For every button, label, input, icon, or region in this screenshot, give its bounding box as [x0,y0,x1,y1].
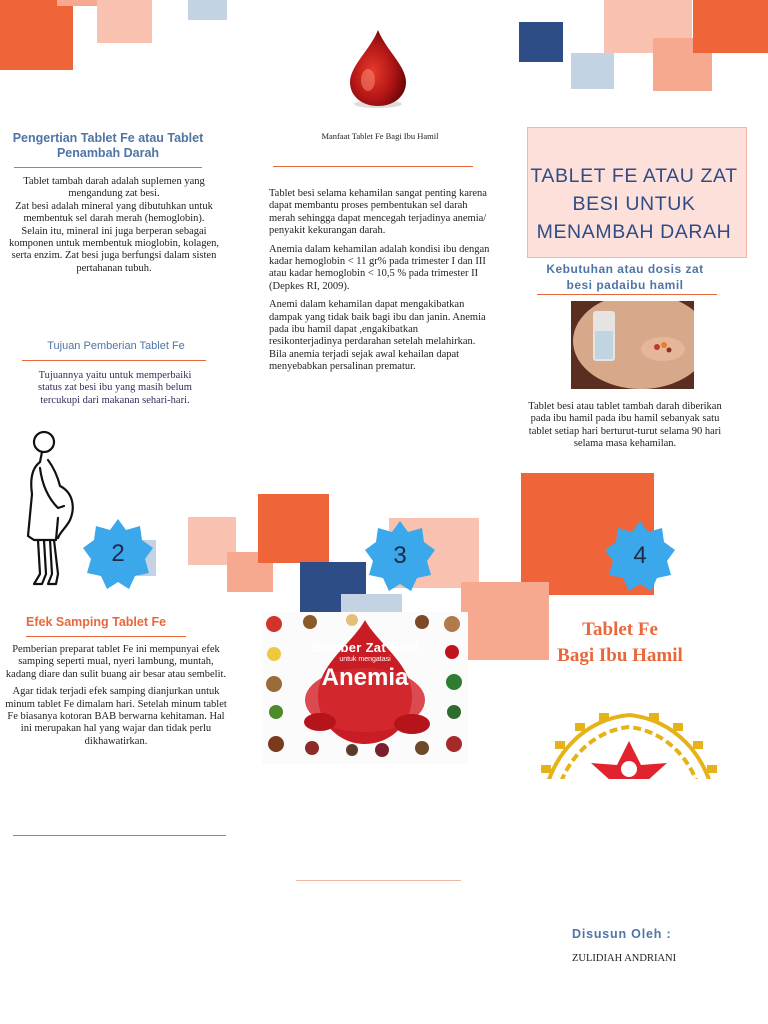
pengertian-text-1: Tablet tambah darah adalah suplemen yang mengandung zat besi. [23,176,205,200]
kebutuhan-text: Tablet besi atau tablet tambah darah diberikan pada ibu hamil pada ibu hamil sebanyak satu tablet setiap hari berturut-turut selama 90 hari selama masa kehamilan. [528,401,722,450]
badge-number: 4 [633,542,647,569]
divider [22,360,206,361]
author-name: ZULIDIAH ANDRIANI [572,953,677,964]
logo-emblem-icon [535,705,723,779]
star-badge-icon [604,520,676,592]
pengertian-text-2: Zat besi adalah mineral yang dibutuhkan untuk membentuk sel darah merah (hemoglobin). [15,200,213,225]
poster-title: Sumber Zat Besi [311,640,419,655]
divider [13,835,226,836]
manfaat-paragraph-3: Anemi dalam kehamilan dapat mengakibatkan dampak yang tidak baik bagi ibu dan janin. Anemia pada ibu hamil dapat ,engakibatkan resikonterjadinya perdarahan setelah melahirkan. Bila anemia terjadi sejak awal kehailan dapat menyebabkan persalinan prematur. [269,299,486,373]
cover-title [520,617,720,669]
section-heading-manfaat: Manfaat Tablet Fe Bagi Ibu Hamil [321,131,439,141]
divider [273,166,473,167]
poster-big-title: Anemia [321,664,409,691]
iron-sources-poster [262,612,468,764]
divider [537,294,717,295]
section-heading-kebutuhan: Kebutuhan atau dosis zat besi padaibu hamil [546,262,704,292]
cover-title-line-1: Tablet Fe [582,619,658,640]
deco-square [188,0,227,20]
pengertian-text-3: Selain itu, mineral ini juga berperan sebagai komponen untuk membentuk mioglobin, kolagen, serta enzim. Zat besi juga berfungsi dalam sisten pertahanan tubuh. [9,225,219,274]
deco-square [258,494,329,563]
section-heading-efek: Efek Samping Tablet Fe [26,615,167,629]
efek-paragraph-1: Pemberian preparat tablet Fe ini mempunyai efek samping seperti mual, nyeri lambung, muntah, kadang diare dan sulit buang air besar atau sembelit. [5,644,227,680]
deco-square [693,0,768,53]
divider [26,636,186,637]
badge-number: 3 [393,542,407,569]
divider [14,167,202,168]
manfaat-paragraph-1: Tablet besi selama kehamilan sangat penting karena dapat membantu proses pembentukan sel darah merah sehingga dapat mencegah terjadinya anemia/ penyakit kekurangan darah. [269,188,487,237]
badge-number: 2 [111,540,125,567]
manfaat-paragraph-2: Anemia dalam kehamilan adalah kondisi ibu dengan kadar hemoglobin < 11 gr% pada trimester I dan III atau kadar hemoglobin < 10,5 % pada trimester II (Depkes RI, 2009). [269,243,490,292]
pills-photo [571,301,694,389]
pengertian-text [8,176,220,275]
deco-square [0,0,73,70]
deco-square [519,22,563,62]
manfaat-text [269,188,491,374]
section-heading-pengertian: Pengertian Tablet Fe atau Tablet Penambah Darah [12,131,204,160]
pregnant-woman-icon [24,428,82,590]
deco-square [97,0,152,43]
deco-square [571,53,614,89]
blood-drop-icon [340,28,416,110]
main-title: TABLET FE ATAU ZAT BESI UNTUK MENAMBAH DARAH [530,165,738,243]
efek-paragraph-2: Agar tidak terjadi efek samping dianjurkan untuk minum tablet Fe dimalam hari. Setelah minum tablet Fe biasanya kotoran BAB berwarna kehitaman. Hal ini merupakan hal yang wajar dan tidak perlu dikhawatirkan. [5,686,227,747]
star-badge-icon [82,518,154,590]
section-heading-tujuan: Tujuan Pemberian Tablet Fe [47,340,185,352]
poster-subtitle: untuk mengatasi [339,656,391,663]
tujuan-text: Tujuannya yaitu untuk memperbaiki status zat besi ibu yang masih belum tercukupi dari makanan sehari-hari. [38,370,192,406]
author-label: Disusun Oleh : [572,927,672,941]
divider-short [296,880,461,881]
star-badge-icon [364,520,436,592]
cover-title-line-2: Bagi Ibu Hamil [557,645,683,666]
efek-text [4,644,228,797]
